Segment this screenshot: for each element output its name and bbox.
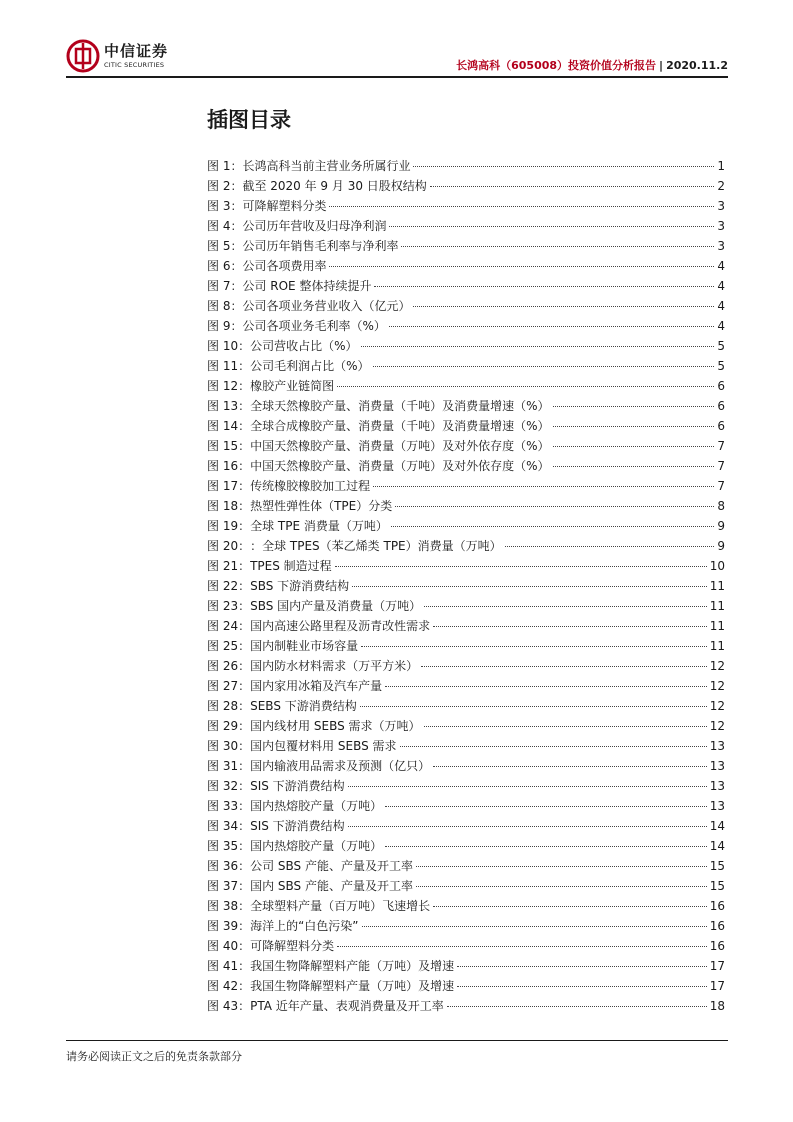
toc-entry-page: 3: [717, 239, 725, 253]
toc-entry-title: 热塑性弹性体（TPE）分类: [250, 499, 393, 513]
toc-entry-label: 图 20：: [207, 539, 251, 553]
toc-entry-title: 公司各项业务毛利率（%）: [242, 319, 386, 333]
toc-entry-label: 图 4：: [207, 219, 243, 233]
toc-leader-dots: [337, 386, 714, 387]
toc-entry-page: 11: [709, 579, 725, 593]
report-date: 2020.11.2: [666, 59, 728, 72]
toc-entry[interactable]: [207, 356, 725, 376]
toc-entry-label: 图 42：: [207, 979, 251, 993]
toc-entry-page: 7: [717, 479, 725, 493]
toc-entry-page: 11: [709, 639, 725, 653]
toc-entry-label: 图 13：: [207, 399, 251, 413]
toc-entry-page: 3: [717, 219, 725, 233]
toc-leader-dots: [395, 506, 714, 507]
toc-leader-dots: [416, 866, 707, 867]
toc-leader-dots: [373, 366, 715, 367]
toc-entry-label: 图 41：: [207, 959, 251, 973]
toc-entry-page: 3: [717, 199, 725, 213]
toc-entry[interactable]: [207, 316, 725, 336]
toc-entry[interactable]: [207, 716, 725, 736]
toc-entry-label: 图 28：: [207, 699, 251, 713]
toc-entry[interactable]: [207, 876, 725, 896]
toc-entry-page: 12: [709, 699, 725, 713]
figure-index-list: [207, 156, 725, 1016]
page-header: [66, 38, 728, 76]
toc-entry-page: 13: [709, 739, 725, 753]
toc-entry[interactable]: [207, 996, 725, 1016]
toc-entry-title: SBS 国内产量及消费量（万吨）: [250, 599, 422, 613]
toc-entry-title: PTA 近年产量、表观消费量及开工率: [250, 999, 444, 1013]
toc-leader-dots: [361, 646, 707, 647]
toc-leader-dots: [413, 166, 714, 167]
toc-entry-title: 公司 SBS 产能、产量及开工率: [250, 859, 413, 873]
toc-leader-dots: [416, 886, 707, 887]
toc-leader-dots: [505, 546, 715, 547]
toc-entry-title: 公司 ROE 整体持续提升: [242, 279, 372, 293]
toc-entry[interactable]: [207, 936, 725, 956]
toc-entry-title: 中国天然橡胶产量、消费量（万吨）及对外依存度（%）: [250, 439, 550, 453]
toc-entry-label: 图 14：: [207, 419, 251, 433]
toc-entry-page: 7: [717, 459, 725, 473]
toc-entry-page: 4: [717, 259, 725, 273]
toc-entry-title: 我国生物降解塑料产量（万吨）及增速: [250, 979, 455, 993]
toc-entry[interactable]: [207, 656, 725, 676]
toc-entry-page: 13: [709, 779, 725, 793]
toc-entry-page: 4: [717, 319, 725, 333]
toc-entry-title: 海洋上的“白色污染”: [250, 919, 359, 933]
toc-entry[interactable]: [207, 416, 725, 436]
toc-entry[interactable]: [207, 836, 725, 856]
toc-leader-dots: [348, 786, 707, 787]
toc-entry-title: 公司各项业务营业收入（亿元）: [242, 299, 411, 313]
page-title: 插图目录: [207, 108, 291, 132]
toc-entry-page: 16: [709, 939, 725, 953]
toc-entry-page: 10: [709, 559, 725, 573]
toc-entry[interactable]: [207, 956, 725, 976]
toc-leader-dots: [348, 826, 707, 827]
toc-entry[interactable]: [207, 896, 725, 916]
toc-entry-label: 图 23：: [207, 599, 251, 613]
toc-entry[interactable]: [207, 236, 725, 256]
toc-entry-label: 图 34：: [207, 819, 251, 833]
toc-entry-page: 16: [709, 919, 725, 933]
toc-entry-title: 国内热熔胶产量（万吨）: [250, 799, 383, 813]
toc-leader-dots: [389, 226, 714, 227]
toc-entry-page: 6: [717, 399, 725, 413]
toc-entry-title: 中国天然橡胶产量、消费量（万吨）及对外依存度（%）: [250, 459, 550, 473]
toc-entry[interactable]: [207, 616, 725, 636]
toc-leader-dots: [400, 746, 707, 747]
toc-leader-dots: [361, 346, 715, 347]
header-separator: |: [659, 59, 664, 72]
toc-entry-title: SBS 下游消费结构: [250, 579, 350, 593]
toc-leader-dots: [373, 486, 714, 487]
toc-leader-dots: [430, 186, 715, 187]
toc-leader-dots: [457, 986, 707, 987]
toc-entry-title: 全球天然橡胶产量、消费量（千吨）及消费量增速（%）: [250, 399, 550, 413]
toc-entry-title: ：全球 TPES（苯乙烯类 TPE）消费量（万吨）: [250, 539, 502, 553]
citic-logo: [66, 38, 168, 74]
toc-entry[interactable]: [207, 776, 725, 796]
toc-entry[interactable]: [207, 156, 725, 176]
toc-entry[interactable]: [207, 536, 725, 556]
toc-entry-label: 图 35：: [207, 839, 251, 853]
toc-entry-title: SIS 下游消费结构: [250, 779, 345, 793]
toc-leader-dots: [329, 206, 714, 207]
toc-entry-label: 图 12：: [207, 379, 251, 393]
toc-entry-label: 图 27：: [207, 679, 251, 693]
toc-entry-page: 12: [709, 719, 725, 733]
toc-entry-page: 9: [717, 519, 725, 533]
logo-en-text: CITIC SECURITIES: [104, 60, 165, 69]
toc-entry-page: 2: [717, 179, 725, 193]
toc-entry-page: 16: [709, 899, 725, 913]
toc-entry[interactable]: [207, 456, 725, 476]
toc-entry-page: 5: [717, 339, 725, 353]
toc-leader-dots: [337, 946, 707, 947]
toc-entry-label: 图 37：: [207, 879, 251, 893]
toc-entry-label: 图 24：: [207, 619, 251, 633]
toc-entry-page: 9: [717, 539, 725, 553]
toc-entry-label: 图 5：: [207, 239, 243, 253]
toc-leader-dots: [553, 446, 715, 447]
toc-entry-title: 截至 2020 年 9 月 30 日股权结构: [242, 179, 427, 193]
toc-entry-label: 图 39：: [207, 919, 251, 933]
toc-leader-dots: [421, 666, 707, 667]
toc-entry[interactable]: [207, 376, 725, 396]
toc-entry-title: 国内高速公路里程及沥青改性需求: [250, 619, 431, 633]
toc-entry[interactable]: [207, 696, 725, 716]
footer-disclaimer: 请务必阅读正文之后的免责条款部分: [66, 1050, 242, 1063]
toc-entry-label: 图 15：: [207, 439, 251, 453]
toc-entry-page: 6: [717, 419, 725, 433]
toc-entry[interactable]: [207, 256, 725, 276]
toc-entry-label: 图 43：: [207, 999, 251, 1013]
toc-entry-page: 18: [709, 999, 725, 1013]
toc-entry-title: 长鸿高科当前主营业务所属行业: [242, 159, 411, 173]
toc-entry-label: 图 9：: [207, 319, 243, 333]
toc-entry-page: 14: [709, 819, 725, 833]
toc-entry-page: 11: [709, 619, 725, 633]
toc-entry[interactable]: [207, 556, 725, 576]
toc-entry[interactable]: [207, 276, 725, 296]
toc-entry-page: 7: [717, 439, 725, 453]
report-header-info: [456, 57, 728, 73]
toc-entry-label: 图 7：: [207, 279, 243, 293]
toc-leader-dots: [360, 706, 707, 707]
toc-leader-dots: [401, 246, 714, 247]
toc-entry-title: 橡胶产业链简图: [250, 379, 335, 393]
toc-leader-dots: [374, 286, 714, 287]
toc-leader-dots: [424, 726, 707, 727]
toc-entry-page: 15: [709, 879, 725, 893]
toc-leader-dots: [424, 606, 707, 607]
toc-entry-title: 全球合成橡胶产量、消费量（千吨）及消费量增速（%）: [250, 419, 550, 433]
toc-entry-title: 传统橡胶橡胶加工过程: [250, 479, 371, 493]
toc-entry-label: 图 1：: [207, 159, 243, 173]
toc-entry-label: 图 11：: [207, 359, 251, 373]
toc-leader-dots: [385, 806, 707, 807]
toc-entry-page: 1: [717, 159, 725, 173]
toc-entry[interactable]: [207, 196, 725, 216]
toc-entry-label: 图 36：: [207, 859, 251, 873]
toc-leader-dots: [389, 326, 715, 327]
toc-entry-label: 图 30：: [207, 739, 251, 753]
toc-entry-page: 8: [717, 499, 725, 513]
toc-leader-dots: [413, 306, 714, 307]
toc-entry-label: 图 16：: [207, 459, 251, 473]
toc-leader-dots: [391, 526, 714, 527]
toc-entry-label: 图 2：: [207, 179, 243, 193]
toc-entry-title: 国内 SBS 产能、产量及开工率: [250, 879, 413, 893]
toc-entry[interactable]: [207, 396, 725, 416]
toc-entry-page: 15: [709, 859, 725, 873]
toc-entry-title: SIS 下游消费结构: [250, 819, 345, 833]
toc-entry-title: 可降解塑料分类: [242, 199, 327, 213]
toc-entry-title: 国内输液用品需求及预测（亿只）: [250, 759, 431, 773]
toc-entry[interactable]: [207, 856, 725, 876]
toc-leader-dots: [433, 906, 707, 907]
header-divider: [66, 76, 728, 78]
toc-entry-label: 图 29：: [207, 719, 251, 733]
toc-entry-title: 公司营收占比（%）: [250, 339, 358, 353]
toc-entry-label: 图 26：: [207, 659, 251, 673]
toc-entry-page: 17: [709, 959, 725, 973]
toc-entry[interactable]: [207, 216, 725, 236]
toc-entry-page: 14: [709, 839, 725, 853]
toc-entry-page: 5: [717, 359, 725, 373]
toc-entry[interactable]: [207, 296, 725, 316]
toc-leader-dots: [457, 966, 707, 967]
toc-entry-page: 13: [709, 759, 725, 773]
toc-entry[interactable]: [207, 176, 725, 196]
toc-entry-label: 图 32：: [207, 779, 251, 793]
toc-leader-dots: [385, 846, 707, 847]
toc-entry-title: 国内包覆材料用 SEBS 需求: [250, 739, 397, 753]
toc-entry-label: 图 10：: [207, 339, 251, 353]
toc-entry-title: 公司各项费用率: [242, 259, 327, 273]
toc-entry-label: 图 6：: [207, 259, 243, 273]
toc-entry-label: 图 22：: [207, 579, 251, 593]
toc-entry[interactable]: [207, 676, 725, 696]
toc-leader-dots: [385, 686, 707, 687]
toc-entry-title: TPES 制造过程: [250, 559, 332, 573]
toc-leader-dots: [335, 566, 707, 567]
toc-entry-label: 图 19：: [207, 519, 251, 533]
toc-entry-label: 图 3：: [207, 199, 243, 213]
citic-logo-icon: [66, 39, 100, 73]
toc-entry-title: 国内防水材料需求（万平方米）: [250, 659, 419, 673]
toc-entry-title: 全球塑料产量（百万吨）飞速增长: [250, 899, 431, 913]
footer-divider: [66, 1040, 728, 1041]
toc-entry-label: 图 40：: [207, 939, 251, 953]
toc-entry-title: 可降解塑料分类: [250, 939, 335, 953]
toc-entry-label: 图 31：: [207, 759, 251, 773]
toc-entry-page: 12: [709, 659, 725, 673]
toc-entry[interactable]: [207, 796, 725, 816]
toc-leader-dots: [362, 926, 707, 927]
toc-entry-title: 我国生物降解塑料产能（万吨）及增速: [250, 959, 455, 973]
toc-leader-dots: [433, 626, 707, 627]
toc-leader-dots: [553, 406, 715, 407]
toc-entry-page: 12: [709, 679, 725, 693]
toc-entry[interactable]: [207, 756, 725, 776]
toc-entry-page: 4: [717, 299, 725, 313]
toc-entry[interactable]: [207, 576, 725, 596]
logo-cn-text: 中信证券: [104, 41, 169, 60]
toc-entry-page: 4: [717, 279, 725, 293]
toc-leader-dots: [329, 266, 714, 267]
toc-entry-label: 图 21：: [207, 559, 251, 573]
toc-entry-title: 全球 TPE 消费量（万吨）: [250, 519, 388, 533]
toc-entry-page: 17: [709, 979, 725, 993]
toc-entry-title: 国内家用冰箱及汽车产量: [250, 679, 383, 693]
toc-leader-dots: [433, 766, 707, 767]
toc-entry[interactable]: [207, 976, 725, 996]
toc-entry[interactable]: [207, 516, 725, 536]
toc-entry[interactable]: [207, 436, 725, 456]
toc-entry[interactable]: [207, 476, 725, 496]
toc-entry-label: 图 33：: [207, 799, 251, 813]
toc-entry-label: 图 25：: [207, 639, 251, 653]
toc-entry[interactable]: [207, 736, 725, 756]
toc-leader-dots: [553, 426, 715, 427]
toc-leader-dots: [352, 586, 707, 587]
toc-entry-title: SEBS 下游消费结构: [250, 699, 357, 713]
toc-leader-dots: [553, 466, 715, 467]
toc-entry-page: 13: [709, 799, 725, 813]
toc-entry-label: 图 18：: [207, 499, 251, 513]
toc-entry-label: 图 38：: [207, 899, 251, 913]
toc-entry-title: 国内线材用 SEBS 需求（万吨）: [250, 719, 421, 733]
toc-entry[interactable]: [207, 596, 725, 616]
toc-entry-label: 图 8：: [207, 299, 243, 313]
toc-entry-title: 公司毛利润占比（%）: [250, 359, 370, 373]
toc-entry[interactable]: [207, 816, 725, 836]
toc-entry[interactable]: [207, 336, 725, 356]
toc-entry[interactable]: [207, 916, 725, 936]
toc-leader-dots: [447, 1006, 707, 1007]
report-title: 长鸿高科（605008）投资价值分析报告: [456, 59, 657, 72]
toc-entry-title: 国内制鞋业市场容量: [250, 639, 359, 653]
toc-entry-label: 图 17：: [207, 479, 251, 493]
toc-entry[interactable]: [207, 636, 725, 656]
toc-entry-title: 公司历年营收及归母净利润: [242, 219, 387, 233]
toc-entry-page: 11: [709, 599, 725, 613]
toc-entry-page: 6: [717, 379, 725, 393]
toc-entry-title: 公司历年销售毛利率与净利率: [242, 239, 399, 253]
toc-entry[interactable]: [207, 496, 725, 516]
toc-entry-title: 国内热熔胶产量（万吨）: [250, 839, 383, 853]
